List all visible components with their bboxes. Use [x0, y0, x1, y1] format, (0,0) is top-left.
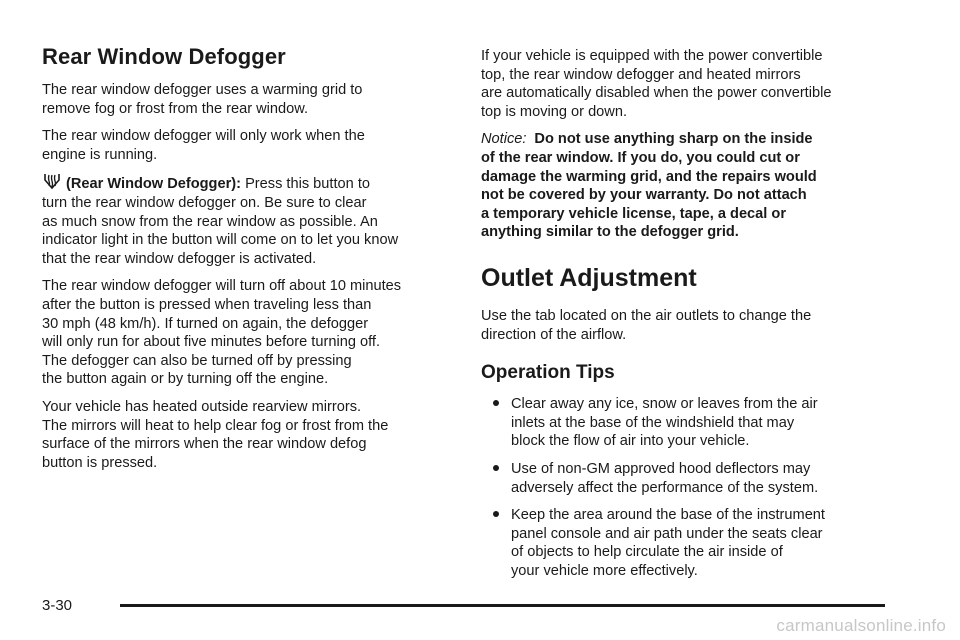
paragraph-warming-grid: The rear window defogger uses a warming grid to remove fog or frost from the rear window. [42, 82, 363, 117]
subheading-operation-tips: Operation Tips [481, 362, 615, 384]
paragraph-defog-button [42, 173, 442, 268]
operation-tips-list [481, 395, 893, 580]
right-column [481, 47, 893, 589]
paragraph-outlet-tab: Use the tab located on the air outlets to change the direction of the airflow. [481, 307, 812, 343]
left-column [42, 44, 442, 481]
rear-defog-icon [42, 173, 62, 191]
notice-block [481, 130, 893, 242]
tip-text: Keep the area around the base of the instrument panel console and air path under the seats clear of objects to help circulate the air inside of your vehicle more effectively. [511, 507, 825, 579]
section-heading-rear-window-defogger: Rear Window Defogger [42, 44, 286, 69]
paragraph-convertible-top: If your vehicle is equipped with the power convertible top, the rear window defogger and heated mirrors are automatically disabled when the power convertible top is moving or down. [481, 48, 832, 120]
footer-divider [120, 604, 885, 607]
paragraph-auto-off: The rear window defogger will turn off about 10 minutes after the button is pressed when traveling less than 30 mph (48 km/h). If turned on again, the defogger will only run for about five minutes before turning off. The defogger can also be turned off by pressing the button again or by turning off the engine. [42, 278, 402, 388]
paragraph-engine-running: The rear window defogger will only work when the engine is running. [42, 128, 365, 163]
list-item [481, 395, 893, 451]
defog-button-label: (Rear Window Defogger): [66, 176, 241, 193]
paragraph-heated-mirrors: Your vehicle has heated outside rearview mirrors. The mirrors will heat to help clear fog or frost from the surface of the mirrors when the rear window defog button is pressed. [42, 398, 389, 471]
defog-button-description: turn the rear window defogger on. Be sure to clear as much snow from the rear window as possible. An indicator light in the button will come on to let you know that the rear window defogger is activated. [42, 194, 399, 267]
notice-label: Notice: [481, 131, 527, 148]
notice-text: Do not use anything sharp on the inside of the rear window. If you do, you could cut or damage the warming grid, and the repairs would not be covered by your warranty. Do not attach a temporary vehicle license, tape, a decal or anything similar to the defogger grid. [481, 131, 817, 241]
page-number: 3-30 [42, 597, 73, 614]
bullet-icon [493, 400, 499, 406]
bullet-icon [493, 465, 499, 471]
bullet-icon [493, 511, 499, 517]
list-item [481, 460, 893, 497]
list-item [481, 506, 893, 580]
tip-text: Clear away any ice, snow or leaves from the air inlets at the base of the windshield that may block the flow of air into your vehicle. [511, 396, 818, 450]
tip-text: Use of non-GM approved hood deflectors may adversely affect the performance of the system. [511, 460, 819, 496]
defog-button-first-line: Press this button to [245, 176, 370, 193]
section-heading-outlet-adjustment: Outlet Adjustment [481, 263, 697, 292]
watermark: carmanualsonline.info [776, 616, 946, 635]
